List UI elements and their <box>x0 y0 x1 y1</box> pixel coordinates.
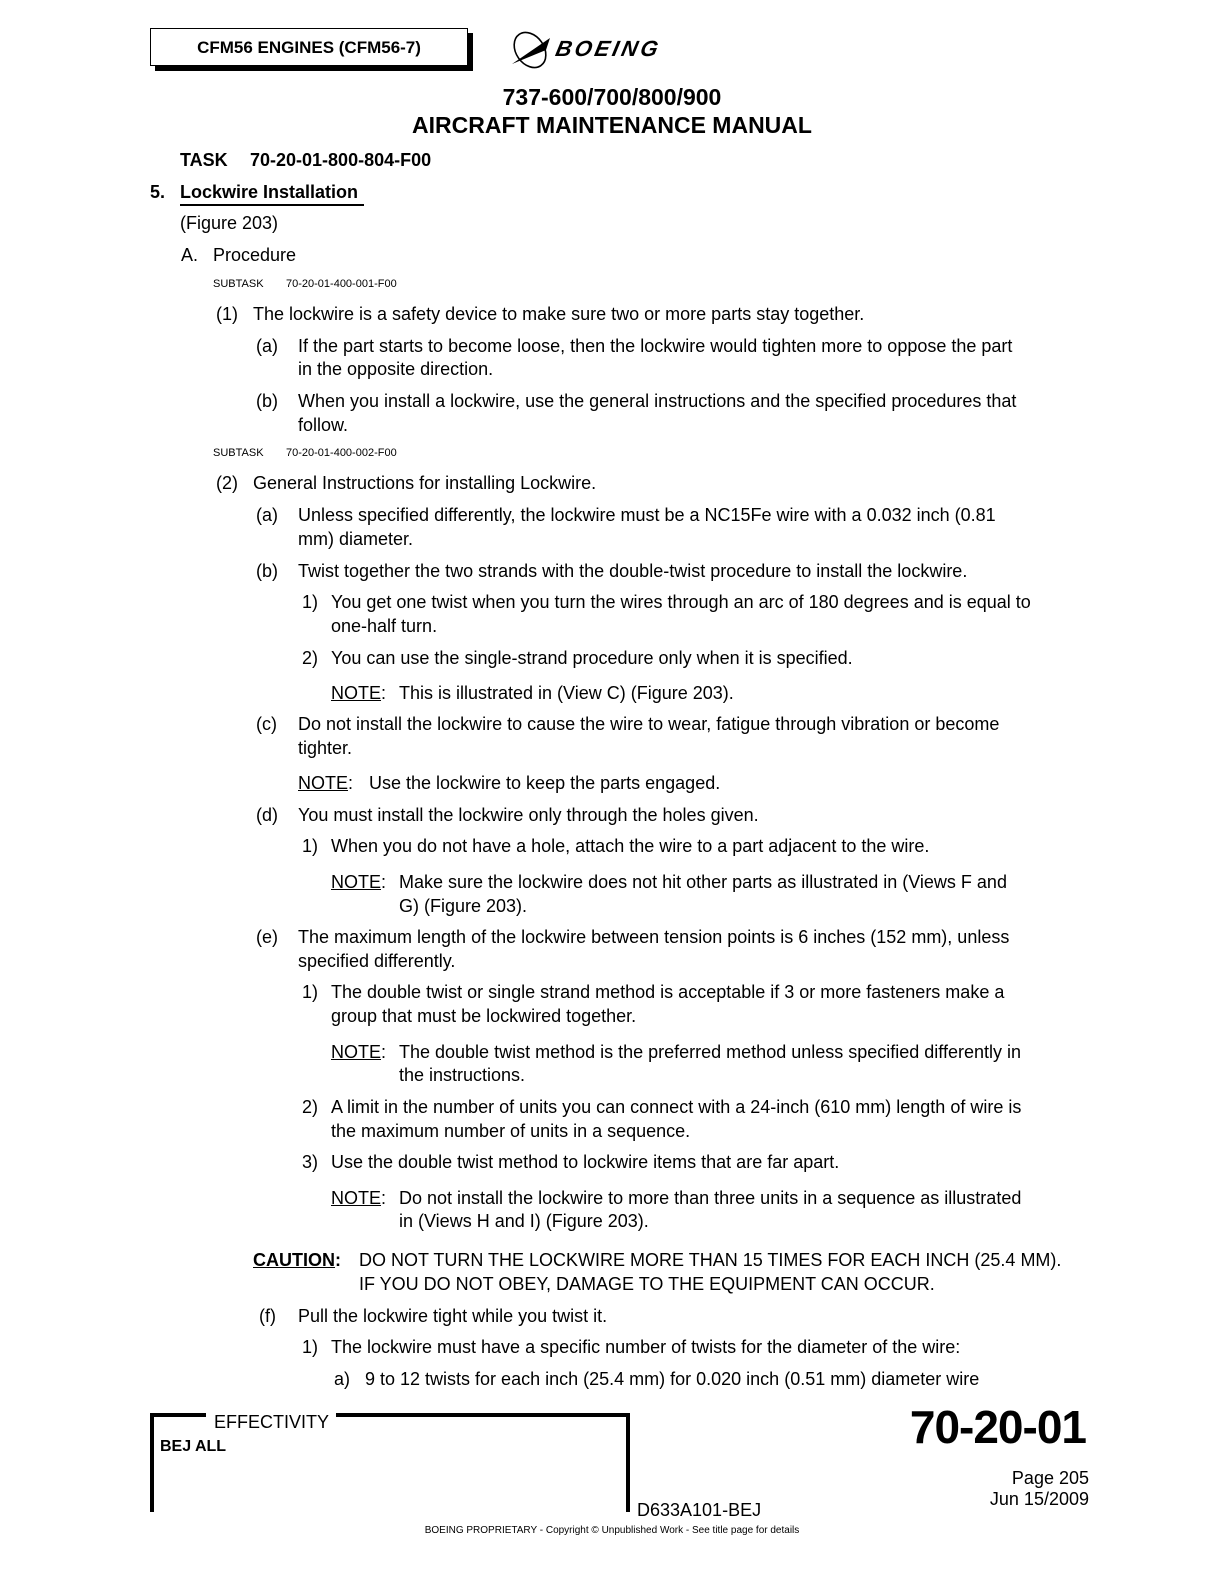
note-text: This is illustrated in (View C) (Figure 203). <box>399 683 734 703</box>
note-label: NOTE <box>331 872 382 892</box>
note-block: NOTE: <box>298 773 354 793</box>
document-number: D633A101-BEJ <box>637 1500 762 1520</box>
substep-text-cont: specified differently. <box>298 951 456 971</box>
item-text: You get one twist when you turn the wires through an arc of 180 degrees and is equal to <box>331 592 1031 612</box>
item-text: A limit in the number of units you can connect with a 24-inch (610 mm) length of wire is <box>331 1097 1022 1117</box>
subtask-number: 70-20-01-400-002-F00 <box>286 447 397 459</box>
boeing-logo-text: BOEING <box>553 36 664 61</box>
substep-letter: (c) <box>256 714 277 734</box>
item-number: 2) <box>302 648 319 668</box>
note-text-cont: the instructions. <box>399 1065 526 1085</box>
substep-letter: (f) <box>259 1306 276 1326</box>
subtask-number: 70-20-01-400-001-F00 <box>286 278 397 290</box>
model-title: 737-600/700/800/900 <box>502 84 722 110</box>
task-number: 70-20-01-800-804-F00 <box>250 150 432 170</box>
revision-date: Jun 15/2009 <box>989 1489 1089 1509</box>
engine-type-box <box>150 28 468 66</box>
effectivity-frame-top <box>336 1413 630 1417</box>
substep-letter: (a) <box>256 336 278 356</box>
chapter-section-number: 70-20-01 <box>909 1401 1086 1453</box>
note-text-cont: in (Views H and I) (Figure 203). <box>399 1211 649 1231</box>
item-text: Use the double twist method to lockwire items that are far apart. <box>331 1152 840 1172</box>
caution-block: CAUTION: <box>253 1250 341 1270</box>
step-text: The lockwire is a safety device to make sure two or more parts stay together. <box>253 304 865 324</box>
item-number: 2) <box>302 1097 319 1117</box>
boeing-logo <box>506 28 706 72</box>
step-number: (1) <box>216 304 238 324</box>
subitem-text: 9 to 12 twists for each inch (25.4 mm) for 0.020 inch (0.51 mm) diameter wire <box>365 1369 980 1389</box>
substep-letter: (e) <box>256 927 278 947</box>
figure-reference: (Figure 203) <box>180 213 279 233</box>
note-label: NOTE <box>331 1042 382 1062</box>
effectivity-value: BEJ ALL <box>160 1438 227 1455</box>
item-number: 3) <box>302 1152 319 1172</box>
substep-text: You must install the lockwire only through the holes given. <box>298 805 759 825</box>
copyright-text: BOEING PROPRIETARY - Copyright <box>424 1525 592 1536</box>
page-number: Page 205 <box>1011 1468 1089 1488</box>
task-label: TASK <box>180 150 228 170</box>
substep-text-cont: mm) diameter. <box>298 529 414 549</box>
engine-type-label: CFM56 ENGINES (CFM56-7) <box>197 38 421 57</box>
substep-text: Do not install the lockwire to cause the wire to wear, fatigue through vibration or become <box>298 714 1000 734</box>
item-number: 1) <box>302 836 319 856</box>
subitem-letter: a) <box>334 1369 351 1389</box>
item-number: 1) <box>302 592 319 612</box>
item-text-cont: group that must be lockwired together. <box>331 1006 637 1026</box>
note-block: NOTE: <box>331 683 387 703</box>
copyright-symbol: © <box>591 1525 599 1536</box>
effectivity-label: EFFECTIVITY <box>214 1412 330 1432</box>
note-text: Do not install the lockwire to more than three units in a sequence as illustrated <box>399 1188 1022 1208</box>
note-label: NOTE <box>331 683 382 703</box>
effectivity-frame-top <box>150 1413 206 1417</box>
substep-text: The maximum length of the lockwire between tension points is 6 inches (152 mm), unless <box>298 927 1010 947</box>
substep-text-cont: tighter. <box>298 738 353 758</box>
section-number: 5. <box>150 182 166 202</box>
note-text: Use the lockwire to keep the parts engaged. <box>369 773 721 793</box>
section-title: Lockwire Installation <box>180 182 364 206</box>
effectivity-frame-left <box>150 1413 154 1512</box>
copyright-text-cont: Unpublished Work - See title page for details <box>598 1525 800 1536</box>
substep-text-cont: in the opposite direction. <box>298 359 494 379</box>
substep-letter: (b) <box>256 391 278 411</box>
note-block: NOTE: <box>331 1188 387 1208</box>
substep-text-cont: follow. <box>298 415 349 435</box>
substep-text: Pull the lockwire tight while you twist it. <box>298 1306 608 1326</box>
note-block: NOTE: <box>331 872 387 892</box>
subtask-label: SUBTASK <box>213 278 264 290</box>
substep-letter: (b) <box>256 561 278 581</box>
substep-text: When you install a lockwire, use the general instructions and the specified procedures that <box>298 391 1017 411</box>
procedure-letter: A. <box>181 245 199 265</box>
subtask-label: SUBTASK <box>213 447 264 459</box>
caution-text: DO NOT TURN THE LOCKWIRE MORE THAN 15 TIMES FOR EACH INCH (25.4 MM). <box>359 1250 1062 1270</box>
item-text-cont: one-half turn. <box>331 616 438 636</box>
procedure-title: Procedure <box>213 245 297 265</box>
caution-text-cont: IF YOU DO NOT OBEY, DAMAGE TO THE EQUIPMENT CAN OCCUR. <box>359 1274 935 1294</box>
substep-letter: (d) <box>256 805 278 825</box>
step-text: General Instructions for installing Lockwire. <box>253 473 597 493</box>
item-text-cont: the maximum number of units in a sequence. <box>331 1121 691 1141</box>
note-label: NOTE <box>331 1188 382 1208</box>
substep-text: Twist together the two strands with the double-twist procedure to install the lockwire. <box>298 561 968 581</box>
step-number: (2) <box>216 473 238 493</box>
note-label: NOTE <box>298 773 349 793</box>
item-number: 1) <box>302 1337 319 1357</box>
item-text: The double twist or single strand method is acceptable if 3 or more fasteners make a <box>331 982 1005 1002</box>
copyright-notice <box>0 1525 1224 1536</box>
item-text: When you do not have a hole, attach the wire to a part adjacent to the wire. <box>331 836 930 856</box>
substep-letter: (a) <box>256 505 278 525</box>
substep-text: Unless specified differently, the lockwire must be a NC15Fe wire with a 0.032 inch (0.81 <box>298 505 996 525</box>
substep-text: If the part starts to become loose, then the lockwire would tighten more to oppose the part <box>298 336 1013 356</box>
effectivity-frame-right <box>626 1413 630 1512</box>
note-text: Make sure the lockwire does not hit other parts as illustrated in (Views F and <box>399 872 1007 892</box>
item-text: The lockwire must have a specific number of twists for the diameter of the wire: <box>331 1337 961 1357</box>
note-block: NOTE: <box>331 1042 387 1062</box>
note-text: The double twist method is the preferred method unless specified differently in <box>399 1042 1022 1062</box>
item-text: You can use the single-strand procedure only when it is specified. <box>331 648 853 668</box>
caution-label: CAUTION <box>253 1250 335 1270</box>
manual-title: AIRCRAFT MAINTENANCE MANUAL <box>412 112 812 138</box>
note-text-cont: G) (Figure 203). <box>399 896 528 916</box>
item-number: 1) <box>302 982 319 1002</box>
